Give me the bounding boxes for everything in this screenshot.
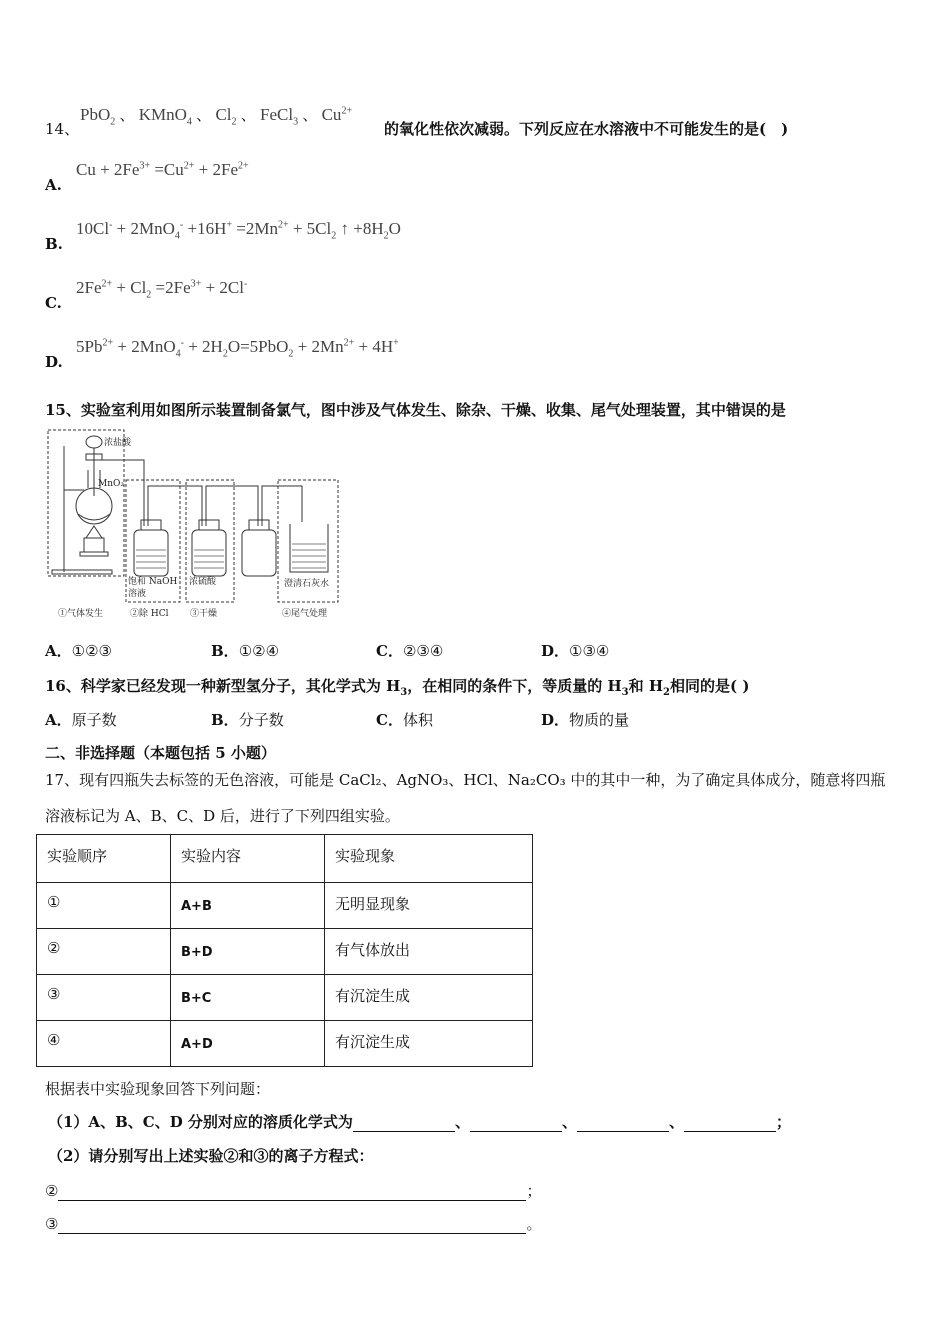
label-naoh-1: 饱和 NaOH xyxy=(128,577,178,587)
q16-option-d: D．物质的量 xyxy=(541,711,630,729)
label-lime-water: 澄清石灰水 xyxy=(284,579,330,589)
answer-blank-d[interactable] xyxy=(684,1115,776,1132)
q17-part-2: （2）请分别写出上述实验②和③的离子方程式： xyxy=(48,1147,374,1165)
q14-option-a-letter: A. xyxy=(45,176,62,194)
species-cu2plus: $Cu^{2+}$ xyxy=(321,105,353,124)
q17-stem-line-2: 溶液标记为 A、B、C、D 后，进行了下列四组实验。 xyxy=(45,807,400,825)
q17-after-table: 根据表中实验现象回答下列问题： xyxy=(45,1080,271,1098)
q14-stem: 的氧化性依次减弱。下列反应在水溶液中不可能发生的是( ) xyxy=(384,120,789,138)
q14-option-c-letter: C. xyxy=(45,294,62,312)
q14-option-a-equation: $Cu + 2Fe^{3+} =Cu^{2+} + 2Fe^{2+}$ xyxy=(76,160,249,179)
caption-generation: ①气体发生 xyxy=(58,609,104,619)
caption-tail-gas: ④尾气处理 xyxy=(282,609,328,619)
q14-option-b-letter: B. xyxy=(45,235,63,253)
q14-option-b-equation: $10Cl^- + 2MnO_4^- +16H^+ =2Mn^{2+} + 5Cl_2$ ↑ $+8H_2O$ xyxy=(76,219,401,242)
q14-option-d-equation: $5Pb^{2+} + 2MnO_4^- + 2H_2O=5PbO_2 + 2Mn^{2+} + 4H^+$ xyxy=(76,337,399,360)
q16-option-a: A．原子数 xyxy=(45,711,117,729)
section-heading: 二、非选择题（本题包括 5 小题） xyxy=(45,744,276,762)
q17-experiment-table xyxy=(36,834,533,1067)
q15-apparatus-figure xyxy=(44,426,344,626)
q16-option-b: B．分子数 xyxy=(211,711,284,729)
answer-blank-a[interactable] xyxy=(353,1115,455,1132)
label-naoh-2: 溶液 xyxy=(128,589,147,599)
box-generation xyxy=(48,430,124,576)
q17-answer-2: ② ； xyxy=(45,1182,542,1200)
answer-line-3[interactable] xyxy=(58,1217,526,1234)
species-kmno4: KMnO$_4$ xyxy=(138,105,192,128)
q16-stem: 16、科学家已经发现一种新型氢分子，其化学式为 $H_3$，在相同的条件下，等质量的 $H_3$和 $H_2$相同的是( ) xyxy=(45,677,750,698)
table-row: ④ A+D 有沉淀生成 xyxy=(37,1021,533,1067)
label-h2so4: 浓硫酸 xyxy=(189,577,217,587)
label-hcl: 浓盐酸 xyxy=(104,438,132,448)
q15-stem: 15、实验室利用如图所示装置制备氯气，图中涉及气体发生、除杂、干燥、收集、尾气处理装置，其中错误的是 xyxy=(45,401,786,419)
q14-number: 14、 xyxy=(45,120,80,138)
table-row: ② B+D 有气体放出 xyxy=(37,929,533,975)
species-cl2: $Cl_2$ xyxy=(215,105,237,128)
q14-species-list: PbO$_2$ 、 KMnO$_4$ 、 $Cl_2$ 、 FeCl$_3$ 、 $Cu^{2+}$ xyxy=(80,105,353,128)
q15-option-a: A．①②③ xyxy=(45,642,112,660)
header-order: 实验顺序 xyxy=(37,835,171,883)
header-phenomenon: 实验现象 xyxy=(325,835,533,883)
q14-option-c-equation: $2Fe^{2+} + Cl_2 =2Fe^{3+} + 2Cl^-$ xyxy=(76,278,248,301)
species-pbo2: PbO$_2$ xyxy=(80,105,116,128)
caption-remove-hcl: ②除 HCl xyxy=(130,609,169,619)
table-row: ① A+B 无明显现象 xyxy=(37,883,533,929)
label-mno2: MnO₂ xyxy=(98,479,124,489)
header-content: 实验内容 xyxy=(171,835,325,883)
q14-option-d-letter: D. xyxy=(45,353,63,371)
answer-line-2[interactable] xyxy=(58,1184,526,1201)
q15-option-d: D．①③④ xyxy=(541,642,610,660)
q16-option-c: C．体积 xyxy=(376,711,433,729)
table-header-row xyxy=(37,835,533,883)
answer-blank-b[interactable] xyxy=(470,1115,562,1132)
q15-option-b: B．①②④ xyxy=(211,642,280,660)
caption-drying: ③干燥 xyxy=(190,609,218,619)
q17-answer-3: ③ 。 xyxy=(45,1215,542,1233)
q17-stem-line-1: 17、现有四瓶失去标签的无色溶液，可能是 CaCl₂、AgNO₃、HCl、Na₂CO₃ 中的其中一种，为了确定具体成分，随意将四瓶 xyxy=(45,771,886,789)
q15-option-c: C．②③④ xyxy=(376,642,444,660)
table-row: ③ B+C 有沉淀生成 xyxy=(37,975,533,1021)
q17-part-1: （1）A、B、C、D 分别对应的溶质化学式为 、 、 、 ； xyxy=(48,1113,791,1131)
species-fecl3: FeCl$_3$ xyxy=(260,105,299,128)
answer-blank-c[interactable] xyxy=(577,1115,669,1132)
